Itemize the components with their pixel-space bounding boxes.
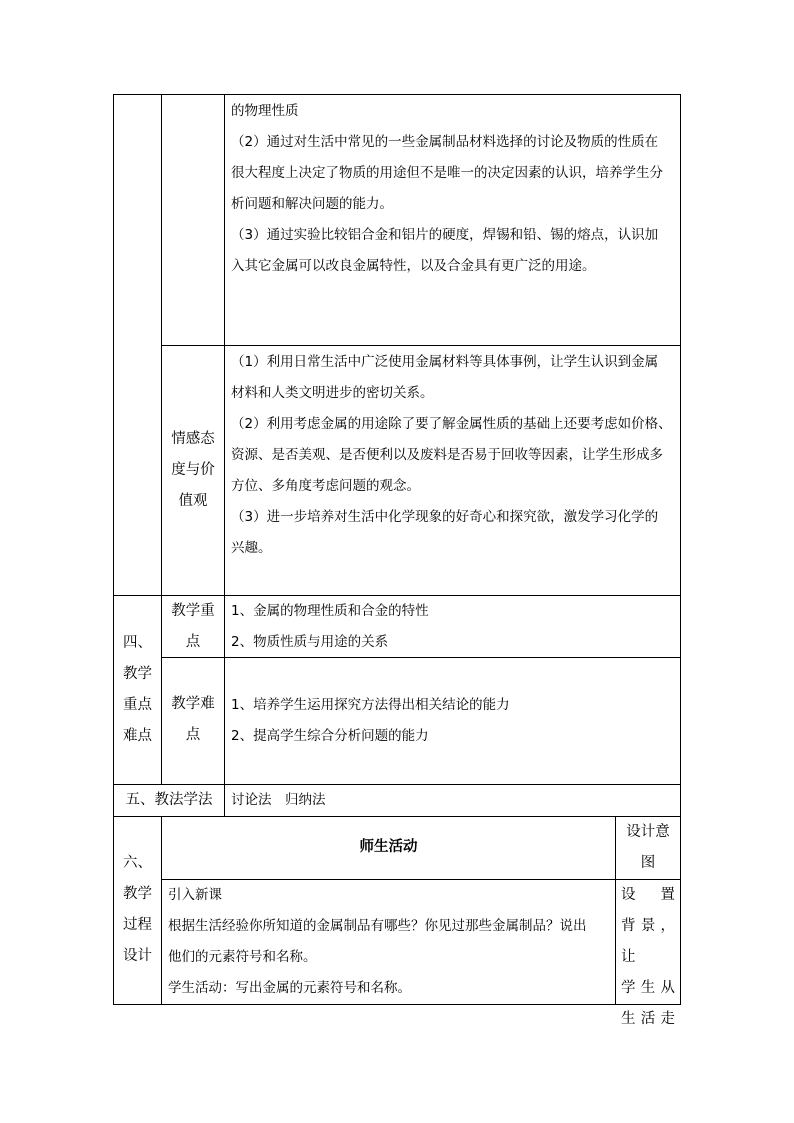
intent-header-line-2: 图 — [640, 855, 656, 871]
section6-label-line-1: 六、 — [123, 855, 152, 871]
intent-line-4: 生活走 — [621, 1011, 675, 1027]
difficult-point-item-2: 2、提高学生综合分析问题的能力 — [231, 728, 429, 744]
key-points-list — [231, 596, 674, 658]
emotion-label — [162, 424, 224, 517]
activity-line-3: 他们的元素符号和名称。 — [168, 949, 317, 965]
section4-label — [114, 628, 161, 752]
table-border-top — [113, 94, 681, 95]
section6-label — [114, 848, 161, 972]
emotion-paragraph-1: （1）利用日常生活中广泛使用金属材料等具体事例，让学生认识到金属 — [231, 354, 659, 370]
knowledge-paragraph-2: （2）通过对生活中常见的一些金属制品材料选择的讨论及物质的性质在 — [231, 134, 659, 150]
emotion-goals-text — [231, 347, 674, 564]
knowledge-paragraph-5: （3）通过实验比较铝合金和铝片的硬度，焊锡和铅、锡的熔点，认识加 — [231, 227, 659, 243]
emotion-label-line-3: 值观 — [178, 493, 208, 509]
emotion-paragraph-3: （2）利用考虑金属的用途除了要了解金属性质的基础上还要考虑如价格、 — [231, 416, 672, 432]
section4-label-line-1: 四、 — [123, 635, 152, 651]
intent-line-3: 学生从 — [621, 980, 675, 996]
emotion-paragraph-7: 兴趣。 — [231, 540, 272, 556]
table-border-bottom — [113, 1004, 681, 1005]
intent-header-line-1: 设计意 — [626, 824, 670, 840]
activity-line-4: 学生活动：写出金属的元素符号和名称。 — [168, 980, 411, 996]
emotion-label-line-2: 度与价 — [171, 462, 215, 478]
section5-label: 五、教法学法 — [125, 792, 213, 808]
key-point-item-1: 1、金属的物理性质和合金的特性 — [231, 603, 429, 619]
knowledge-paragraph-4: 析问题和解决问题的能力。 — [231, 196, 393, 212]
intent-content — [621, 880, 675, 1035]
section4-label-line-2: 教学 — [123, 666, 152, 682]
difficult-point-item-1: 1、培养学生运用探究方法得出相关结论的能力 — [231, 697, 510, 713]
key-points-label-line-2: 点 — [185, 634, 201, 650]
section6-label-line-3: 过程 — [123, 917, 152, 933]
emotion-paragraph-2: 材料和人类文明进步的密切关系。 — [231, 385, 434, 401]
section5-methods: 讨论法 归纳法 — [231, 792, 326, 808]
table-divider-col2 — [224, 94, 225, 816]
section4-label-line-3: 重点 — [123, 697, 152, 713]
key-point-item-2: 2、物质性质与用途的关系 — [231, 634, 389, 650]
activity-line-2: 根据生活经验你所知道的金属制品有哪些？你见过那些金属制品？说出 — [168, 918, 587, 934]
emotion-paragraph-4: 资源、是否美观、是否便利以及废料是否易于回收等因素，让学生形成多 — [231, 447, 663, 463]
activity-content — [168, 880, 610, 1004]
knowledge-paragraph-3: 很大程度上决定了物质的用途但不是唯一的决定因素的认识，培养学生分 — [231, 165, 663, 181]
key-points-label-line-1: 教学重 — [171, 603, 215, 619]
section6-label-line-2: 教学 — [123, 886, 152, 902]
intent-line-2: 背景，让 — [621, 918, 675, 965]
difficult-points-label — [162, 689, 224, 751]
difficult-points-list — [231, 690, 674, 752]
activity-column-header: 师生活动 — [359, 839, 418, 855]
section6-label-line-4: 设计 — [123, 948, 152, 964]
knowledge-paragraph-1: 的物理性质 — [231, 103, 299, 119]
intent-column-header — [616, 817, 680, 879]
key-points-label — [162, 596, 224, 658]
table-border-right — [680, 94, 681, 1004]
knowledge-paragraph-6: 入其它金属可以改良金属特性，以及合金具有更广泛的用途。 — [231, 258, 596, 274]
difficult-points-label-line-1: 教学难 — [171, 696, 215, 712]
emotion-paragraph-6: （3）进一步培养对生活中化学现象的好奇心和探究欲，激发学习化学的 — [231, 509, 659, 525]
emotion-paragraph-5: 方位、多角度考虑问题的观念。 — [231, 478, 420, 494]
intent-line-1: 设置 — [621, 887, 675, 903]
row-divider-emotion — [161, 345, 681, 346]
knowledge-goals-text — [231, 96, 674, 282]
activity-line-1: 引入新课 — [168, 887, 222, 903]
difficult-points-label-line-2: 点 — [185, 727, 201, 743]
row-divider-section6 — [113, 816, 681, 817]
emotion-label-line-1: 情感态 — [171, 431, 215, 447]
section4-label-line-4: 难点 — [123, 728, 152, 744]
